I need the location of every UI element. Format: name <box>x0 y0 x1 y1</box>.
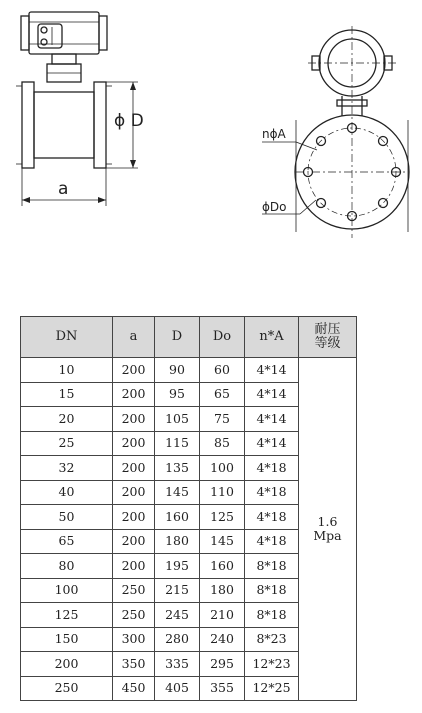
table-cell: 4*14 <box>245 382 299 407</box>
table-cell: 4*18 <box>245 456 299 481</box>
table-cell: 180 <box>200 578 245 603</box>
table-cell: 195 <box>155 554 200 579</box>
table-cell: 125 <box>200 505 245 530</box>
table-cell: 105 <box>155 407 200 432</box>
length-label: a <box>58 179 69 199</box>
pressure-rating-text: Mpa <box>313 528 342 543</box>
table-cell: 200 <box>113 407 155 432</box>
table-cell: 4*18 <box>245 529 299 554</box>
table-cell: 110 <box>200 480 245 505</box>
table-cell: 200 <box>113 554 155 579</box>
table-cell: 150 <box>21 627 113 652</box>
table-cell: 250 <box>21 676 113 701</box>
table-cell: 85 <box>200 431 245 456</box>
table-cell: 4*14 <box>245 407 299 432</box>
table-cell: 8*18 <box>245 603 299 628</box>
header-pressure-rating: 耐压 等级 <box>299 317 357 358</box>
pressure-rating-cell <box>299 358 357 701</box>
table-cell: 32 <box>21 456 113 481</box>
table-cell: 280 <box>155 627 200 652</box>
table-cell: 90 <box>155 358 200 383</box>
table-cell: 335 <box>155 652 200 677</box>
table-cell: 4*18 <box>245 480 299 505</box>
header-holes: n*A <box>245 317 299 358</box>
table-cell: 160 <box>155 505 200 530</box>
table-cell: 160 <box>200 554 245 579</box>
table-cell: 350 <box>113 652 155 677</box>
table-cell: 200 <box>21 652 113 677</box>
header-dn: DN <box>21 317 113 358</box>
table-cell: 210 <box>200 603 245 628</box>
pressure-rating-text: 1.6 <box>317 514 338 529</box>
table-cell: 240 <box>200 627 245 652</box>
table-cell: 355 <box>200 676 245 701</box>
table-cell: 4*14 <box>245 358 299 383</box>
table-cell: 10 <box>21 358 113 383</box>
table-cell: 200 <box>113 382 155 407</box>
table-cell: 215 <box>155 578 200 603</box>
table-cell: 95 <box>155 382 200 407</box>
table-header-row <box>21 317 357 358</box>
table-cell: 4*18 <box>245 505 299 530</box>
table-cell: 250 <box>113 603 155 628</box>
table-cell: 200 <box>113 505 155 530</box>
table-cell: 20 <box>21 407 113 432</box>
table-cell: 8*23 <box>245 627 299 652</box>
table-cell: 8*18 <box>245 554 299 579</box>
table-cell: 145 <box>200 529 245 554</box>
table-cell: 300 <box>113 627 155 652</box>
table-cell: 12*23 <box>245 652 299 677</box>
table-cell: 100 <box>200 456 245 481</box>
table-cell: 4*14 <box>245 431 299 456</box>
table-row <box>21 358 357 383</box>
table-cell: 200 <box>113 480 155 505</box>
header-d: D <box>155 317 200 358</box>
table-cell: 145 <box>155 480 200 505</box>
table-cell: 50 <box>21 505 113 530</box>
table-cell: 25 <box>21 431 113 456</box>
side-view-drawing <box>16 12 138 206</box>
table-cell: 100 <box>21 578 113 603</box>
dimension-drawings <box>0 0 422 300</box>
table-cell: 75 <box>200 407 245 432</box>
table-cell: 200 <box>113 358 155 383</box>
table-cell: 180 <box>155 529 200 554</box>
table-cell: 405 <box>155 676 200 701</box>
table-cell: 125 <box>21 603 113 628</box>
table-cell: 12*25 <box>245 676 299 701</box>
bolt-holes-label: nϕA <box>262 127 286 141</box>
header-do: Do <box>200 317 245 358</box>
table-cell: 15 <box>21 382 113 407</box>
table-cell: 8*18 <box>245 578 299 603</box>
table-cell: 200 <box>113 431 155 456</box>
table-cell: 65 <box>21 529 113 554</box>
header-a: a <box>113 317 155 358</box>
table-cell: 450 <box>113 676 155 701</box>
table-cell: 200 <box>113 529 155 554</box>
table-cell: 65 <box>200 382 245 407</box>
table-cell: 115 <box>155 431 200 456</box>
bolt-circle-label: ϕDo <box>262 200 287 214</box>
table-cell: 200 <box>113 456 155 481</box>
table-cell: 80 <box>21 554 113 579</box>
table-cell: 135 <box>155 456 200 481</box>
table-cell: 40 <box>21 480 113 505</box>
dimension-spec-table <box>20 316 357 701</box>
table-cell: 295 <box>200 652 245 677</box>
table-cell: 250 <box>113 578 155 603</box>
table-cell: 60 <box>200 358 245 383</box>
table-cell: 245 <box>155 603 200 628</box>
diameter-label: ϕ D <box>114 111 144 131</box>
